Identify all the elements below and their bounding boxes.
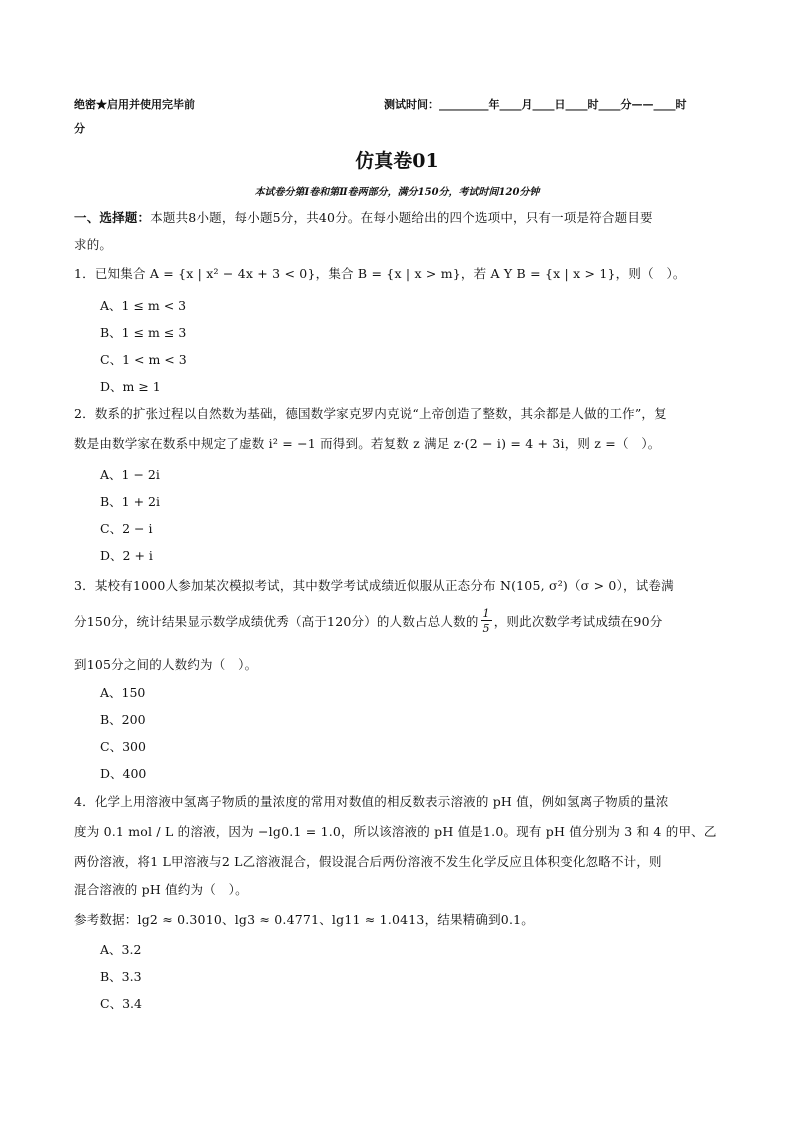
q3-option-d: D、400 [100,766,147,781]
q4-reference-data: 参考数据：lg2 ≈ 0.3010、lg3 ≈ 0.4771、lg11 ≈ 1.0413，结果精确到0.1。 [74,912,534,927]
q2-option-d: D、2 + i [100,548,153,563]
q2-line2: 数是由数学家在数系中规定了虚数 i² = −1 而得到。若复数 z 满足 z·(2 − i) = 4 + 3i，则 z =（ ）。 [74,436,661,451]
q1-option-d: D、m ≥ 1 [100,379,161,394]
q3-option-c: C、300 [100,739,146,754]
page-subtitle: 本试卷分第Ⅰ卷和第Ⅱ卷两部分，满分150分，考试时间120分钟 [254,187,540,198]
q4-line3: 两份溶液，将1 L甲溶液与2 L乙溶液混合，假设混合后两份溶液不发生化学反应且体积变化忽略不计，则 [74,854,662,869]
fraction-one-fifth [481,608,492,634]
q3-line1: 3．某校有1000人参加某次模拟考试，其中数学考试成绩近似服从正态分布 N(105, σ²)（σ > 0），试卷满 [74,578,674,593]
q1-text: 1．已知集合 A = {x | x² − 4x + 3 < 0}，集合 B = {x | x > m}，若 A Y B = {x | x > 1}，则（ ）。 [74,266,686,281]
q3-line2-end: ，则此次数学考试成绩在90分 [493,614,663,629]
page-title: 仿真卷01 [355,150,439,172]
q1-option-c: C、1 < m < 3 [100,352,187,367]
section-heading [74,208,653,226]
q2-option-c: C、2 − i [100,521,153,536]
section-instructions-line1: 本题共8小题，每小题5分，共40分。在每小题给出的四个选项中，只有一项是符合题目要 [150,210,653,225]
q3-option-b: B、200 [100,712,146,727]
confidential-label: 绝密★启用并使用完毕前 [74,98,195,111]
q2-option-a: A、1 − 2i [100,467,160,482]
q1-option-a: A、1 ≤ m < 3 [100,298,187,313]
q4-option-c: C、3.4 [100,996,142,1011]
q4-line4: 混合溶液的 pH 值约为（ ）。 [74,882,248,897]
q4-line1: 4．化学上用溶液中氢离子物质的量浓度的常用对数值的相反数表示溶液的 pH 值，例如氢离子物质的量浓 [74,794,669,809]
q3-line3: 到105分之间的人数约为（ ）。 [74,657,258,672]
fraction-numerator: 1 [482,607,490,620]
q2-line1: 2．数系的扩张过程以自然数为基础，德国数学家克罗内克说“上帝创造了整数，其余都是人做的工作”，复 [74,406,667,421]
q3-line2 [74,608,662,634]
q3-option-a: A、150 [100,685,146,700]
section-instructions-line2: 求的。 [74,237,113,252]
q1-option-b: B、1 ≤ m ≤ 3 [100,325,187,340]
q4-option-a: A、3.2 [100,942,142,957]
q3-line2-start: 分150分，统计结果显示数学成绩优秀（高于120分）的人数占总人数的 [74,614,479,629]
test-time-field: 测试时间：_________年____月____日____时____分——____时 [384,98,687,111]
q2-option-b: B、1 + 2i [100,494,161,509]
section-label: 一、选择题： [74,210,151,225]
fraction-denominator: 5 [482,622,490,635]
q4-line2: 度为 0.1 mol / L 的溶液，因为 −lg0.1 = 1.0，所以该溶液的 pH 值是1.0。现有 pH 值分别为 3 和 4 的甲、乙 [74,824,717,839]
test-time-continuation: 分 [74,122,85,135]
q4-option-b: B、3.3 [100,969,142,984]
